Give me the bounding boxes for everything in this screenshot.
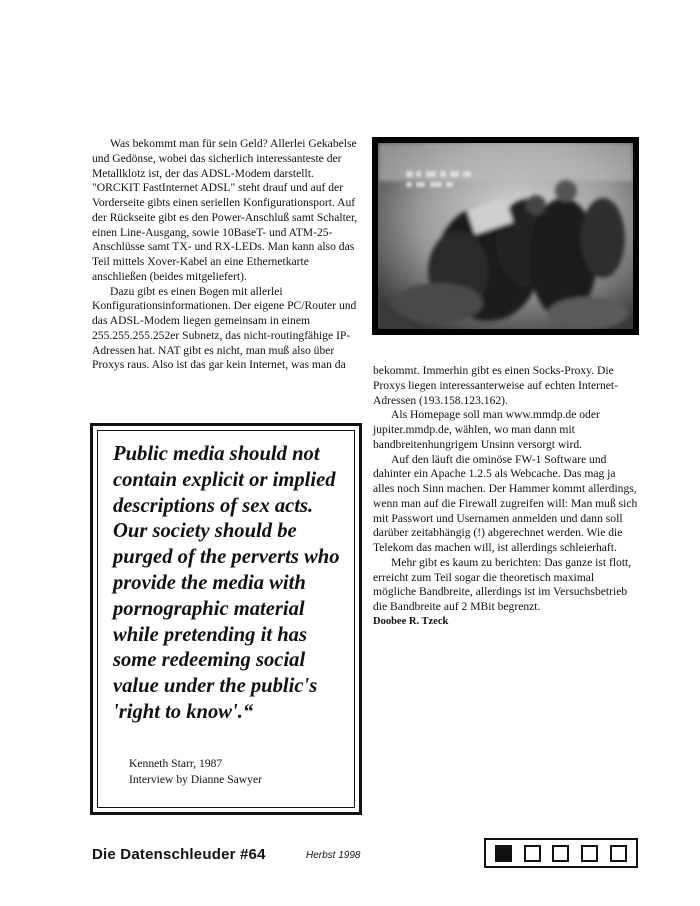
quote-attribution-source: Interview by Dianne Sawyer	[129, 773, 262, 786]
pull-quote-text: Public media should not contain explicit or implied descriptions of sex acts. Our society should be purged of the perverts who provide the media with pornographic material while pretending it has some redeeming social value under the public's 'right to know'.“	[113, 443, 340, 723]
pull-quote-box	[90, 423, 362, 815]
article-author: Doobee R. Tzeck	[373, 615, 449, 627]
page-indicator-square	[495, 845, 512, 862]
article-paragraph: bekommt. Immerhin gibt es einen Socks-Proxy. Die Proxys liegen interessanterweise auf echten Internet-Adressen (193.158.123.162).	[373, 364, 618, 407]
page-indicator-square	[552, 845, 569, 862]
article-paragraph: Mehr gibt es kaum zu berichten: Das ganze ist flott, erreicht zum Teil sogar die theoretisch maximal mögliche Bandbreite, allerdings ist im Versuchsbetrieb die Bandbreite auf 2 MBit begrenzt.	[373, 555, 632, 613]
magazine-title: Die Datenschleuder #64	[92, 846, 266, 863]
page-indicator	[484, 838, 638, 868]
page-indicator-square	[610, 845, 627, 862]
article-paragraph: Was bekommt man für sein Geld? Allerlei Gekabelse und Gedönse, wobei das sicherlich interessanteste der Metallklotz ist, der das ADSL-Modem darstellt. "ORCKIT FastInternet ADSL" steht drauf und auf der Vorderseite gibts einen seriellen Konfigurationsport. Auf der Rückseite gibt es den Power-Anschluß samt Schalter, einen Line-Ausgang, sowie 10BaseT- und ATM-25-Anschlüsse samt TX- und RX-LEDs. Man kann also das Teil mittels Xover-Kabel an eine Ethernetkarte anschließen (beides mitgeliefert).	[92, 137, 358, 283]
article-column-right	[373, 364, 639, 630]
photo-image	[378, 143, 633, 329]
issue-season: Herbst 1998	[306, 850, 361, 861]
page-indicator-square	[524, 845, 541, 862]
article-paragraph: Als Homepage soll man www.mmdp.de oder jupiter.mmdp.de, wählen, wo man dann mit bandbreitenhungrigem Unsinn versorgt wird.	[373, 408, 600, 451]
article-paragraph: Auf den läuft die ominöse FW-1 Software und dahinter ein Apache 1.2.5 als Webcache. Das mag ja alles noch Sinn machen. Der Hammer kommt allerdings, wenn man auf die Firewall zugreifen will: Man muß sich mit Passwort und Usernamen anmelden und dann soll darüber zeitabhängig (!) abgerechnet werden. Wie die Telekom das machen will, ist allerdings schleierhaft.	[373, 452, 638, 554]
page-indicator-square	[581, 845, 598, 862]
quote-attribution-name: Kenneth Starr, 1987	[129, 757, 223, 770]
pull-quote-attribution	[129, 756, 262, 788]
video-still-photo	[372, 137, 639, 335]
article-column-left	[92, 137, 360, 373]
article-paragraph: Dazu gibt es einen Bogen mit allerlei Konfigurationsinformationen. Der eigene PC/Router und das ADSL-Modem liegen gemeinsam in einem 255.255.255.252er Subnetz, das nicht-routingfähige IP-Adressen hat. NAT gibt es nicht, man muß also über Proxys raus. Also ist das gar kein Internet, was man da	[92, 284, 357, 372]
